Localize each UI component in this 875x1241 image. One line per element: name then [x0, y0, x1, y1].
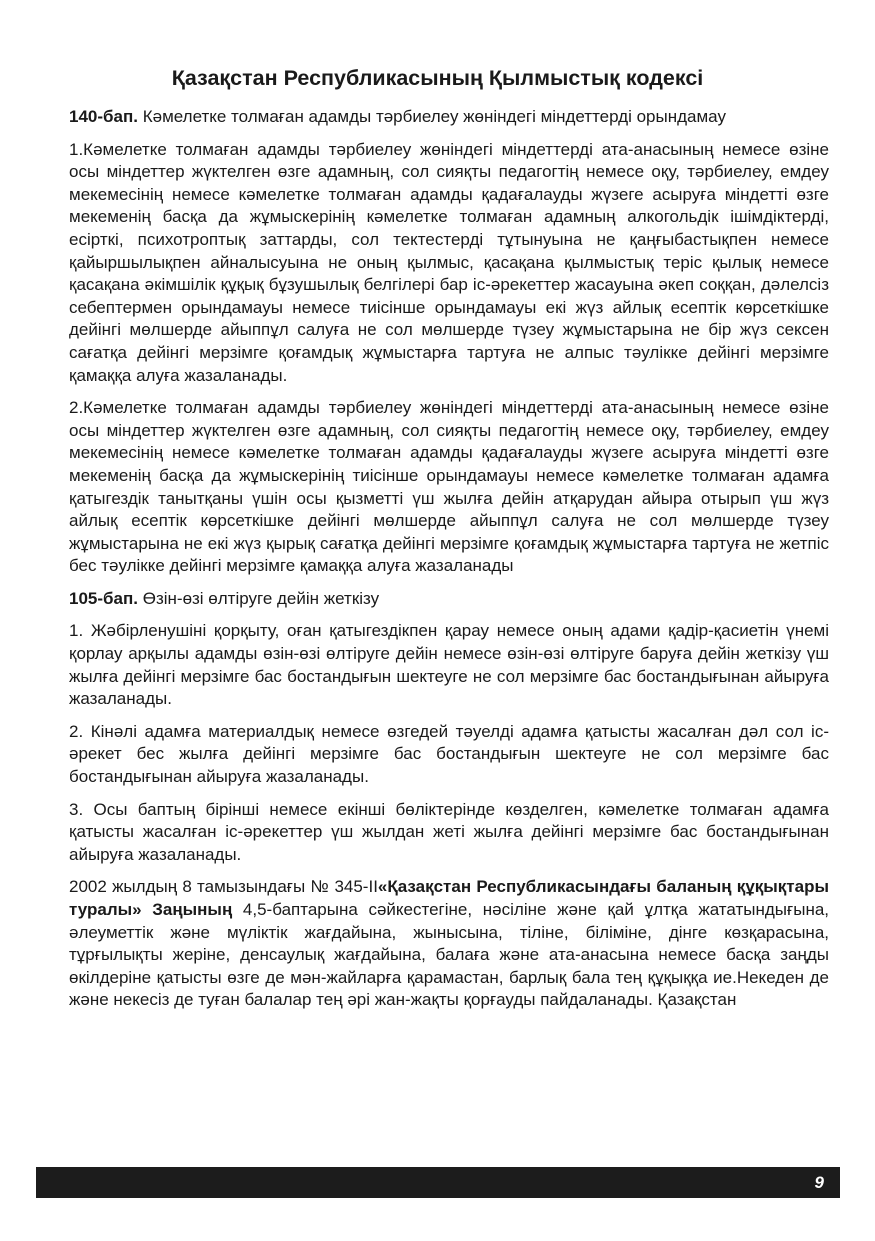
article-140-title: Кәмелетке толмаған адамды тәрбиелеу жөніндегі міндеттерді орындамау — [142, 107, 726, 126]
document-body — [69, 106, 829, 1022]
law-name: «Қазақстан Республикасындағы баланың құқықтары туралы» Заңының — [69, 877, 829, 919]
footer-bar — [36, 1167, 840, 1198]
article-140-heading — [69, 106, 829, 129]
page-title: Қазақстан Республикасының Қылмыстық кодексі — [171, 66, 704, 90]
law-text: 4,5-баптарына сәйкестегіне, нәсіліне және қай ұлтқа жататындығына, әлеуметтік және мүліктік жағдайына, жынысына, тіліне, біліміне, дінге көзқарасына, тұрғылықты жеріне, денсаулық жағдайына, балаға және ата-анасына немесе басқа заңды өкілдеріне қатысты өзге де мән-жайларға қарамастан, барлық бала тең құқыққа ие.Некеден де және некесіз де туған балалар тең әрі жан-жақты қорғауды пайдаланады. Қазақстан — [69, 900, 830, 1010]
article-105-part-2: 2. Кінәлі адамға материалдық немесе өзгедей тәуелді адамға қатысты жасалған дәл сол іс-әрекет бес жылға дейінгі мерзімге бас бостандығын шектеуге не сол мерзімге бас бостандығынан айыруға жазаланады. — [69, 721, 829, 787]
article-105-heading — [69, 588, 829, 611]
law-intro: 2002 жылдың 8 тамызындағы № 345-II — [69, 877, 378, 897]
article-105-part-3: 3. Осы баптың бірінші немесе екінші бөліктерінде көзделген, кәмелетке толмаған адамға қатысты жасалған іс-әрекеттер үш жылдан жеті жылға дейінгі мерзімге бас бостандығынан айыруға жазаланады. — [69, 799, 829, 864]
article-105-title: Өзін-өзі өлтіруге дейін жеткізу — [142, 588, 380, 608]
law-paragraph — [69, 876, 829, 1012]
article-140-part-2: 2.Кәмелетке толмаған адамды тәрбиелеу жөніндегі міндеттерді ата-анасының немесе өзіне осы міндеттер жүктелген өзге адамның, сол сияқты педагогтің немесе оқу, тәрбиелеу, емдеу мекемесінің немесе кәмелетке толмаған адамды қадағалауды жүзеге асыруға міндетті өзге мекеменің басқа да жұмыскерінің тиісінше орындамауы немесе кәмелетке толмаған адамға қатыгездік танытқаны үшін осы қызметті үш жылға дейін атқарудан айыра отырып үш жүз айлық есептік көрсеткішке дейінгі мөлшерде айыппұл салуға не сол мөлшерде түзеу жұмыстарына не екі жүз қырық сағатқа дейінгі мерзімге қоғамдық жұмыстарға тартуға не жетпіс бес тәулікке дейінгі мерзімге қамаққа алуға жазаланады — [69, 398, 829, 576]
article-105-part-1: 1. Жәбірленушіні қорқыту, оған қатыгездікпен қарау немесе оның адами қадір-қасиетін үнемі қорлау арқылы адамды өзін-өзі өлтіруге дейін немесе өзін-өзі өлтіруге баруға дейін жеткізу үш жылға дейінгі мерзімге бас бостандығын шектеуге не сол мерзімге бас бостандығынан айыруға жазаланады. — [69, 621, 829, 709]
article-105-label: 105-бап. — [69, 588, 138, 608]
page-number: 9 — [814, 1173, 824, 1192]
article-140-label: 140-бап. — [69, 107, 138, 126]
article-140-part-1: 1.Кәмелетке толмаған адамды тәрбиелеу жөніндегі міндеттерді ата-анасының немесе өзіне осы міндеттер жүктелген өзге адамның, сол сияқты педагогтің немесе оқу, тәрбиелеу, емдеу мекемесінің немесе кәмелетке толмаған адамды қадағалауды жүзеге асыруға міндетті өзге мекеменің басқа да жұмыскерінің кәмелетке толмаған адамның алкогольдік ішімдіктерді, есірткі, психотроптық заттарды, сол тектестерді тұтынуына не қаңғыбастықпен немесе қайыршылықпен айналысуына не оның қылмыс, қасақана қылмыстық теріс қылық немесе қасақана әкімшілік құқық бұзушылық белгілері бар іс-әрекеттер жасауына әкеп соққан, дәлелсіз себептермен орындамауы немесе тиісінше орындамауы екі жүз айлық есептік көрсеткішке дейінгі мөлшерде айыппұл салуға не сол мөлшерде түзеу жұмыстарына не бір жүз сексен сағатқа дейінгі мерзімге қоғамдық жұмыстарға тартуға не алпыс тәулікке дейінгі мерзімге қамаққа алуға жазаланады. — [69, 139, 829, 385]
